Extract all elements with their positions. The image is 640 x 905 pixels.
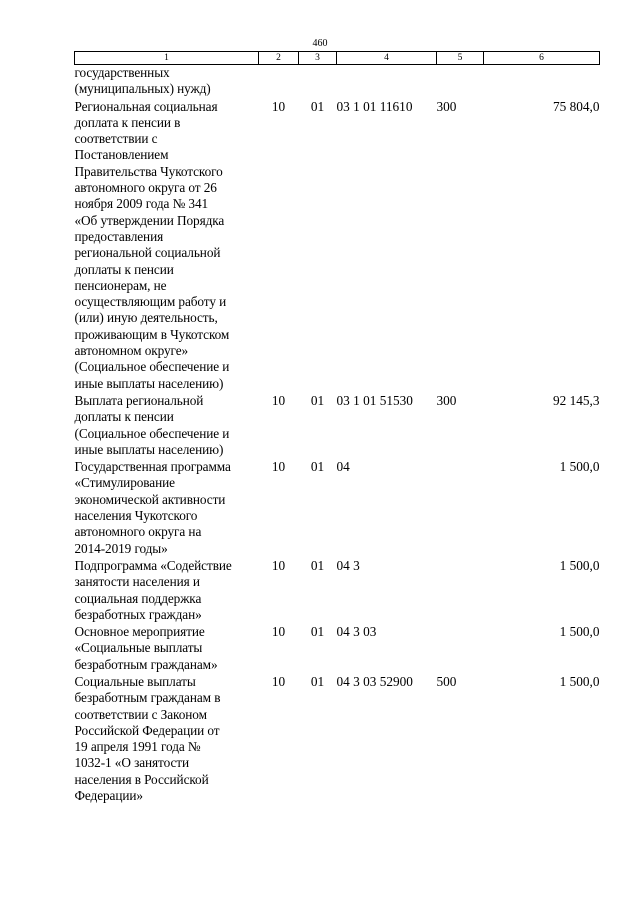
row-expense-type: 300 [436, 392, 457, 408]
header-col-6: 6 [484, 52, 600, 65]
row-amount: 1 500,0 [559, 459, 600, 475]
header-col-4: 4 [337, 52, 437, 65]
row-amount: 1 500,0 [559, 624, 600, 640]
row-expense-type [437, 557, 484, 623]
row-subsection: 01 [310, 557, 325, 573]
row-target-code [337, 65, 437, 98]
row-amount: 92 145,3 [552, 392, 600, 408]
row-name: Основное мероприятие «Социальные выплаты безработным гражданам» [74, 624, 218, 672]
header-row [75, 52, 600, 65]
row-amount: 1 500,0 [559, 673, 600, 689]
row-expense-type: 500 [436, 673, 457, 689]
row-name: Выплата региональной доплаты к пенсии (Социальное обеспечение и иные выплаты населению) [74, 392, 230, 457]
row-section: 10 [271, 392, 286, 408]
header-col-1: 1 [75, 52, 259, 65]
header-col-2: 2 [259, 52, 299, 65]
row-subsection [299, 65, 337, 98]
header-col-5: 5 [437, 52, 484, 65]
row-expense-type [437, 458, 484, 557]
row-name: государственных (муниципальных) нужд) [74, 65, 211, 97]
table-row [75, 673, 600, 804]
row-target-code: 04 [336, 459, 350, 475]
row-subsection: 01 [310, 98, 325, 114]
row-section [259, 65, 299, 98]
row-section: 10 [271, 98, 286, 114]
budget-table [74, 51, 600, 804]
row-target-code: 04 3 03 52900 [336, 673, 413, 689]
header-col-3: 3 [299, 52, 337, 65]
row-amount: 1 500,0 [559, 557, 600, 573]
row-section: 10 [271, 557, 286, 573]
row-name: Региональная социальная доплата к пенсии в соответствии с Постановлением Правительства Чукотского автономного округа от 26 ноября 2009 года № 341 «Об утверждении Порядка предоставления региональной социальной доплаты к пенсии пенсионерам, не осуществляющим работу и (или) иную деятельность, проживающим в Чукотском автономном округе» (Социальное обеспечение и иные выплаты населению) [74, 98, 230, 391]
row-section: 10 [271, 673, 286, 689]
table-body [75, 65, 600, 805]
row-name: Подпрограмма «Содействие занятости населения и социальная поддержка безработных граждан» [74, 557, 232, 622]
row-target-code: 04 3 [336, 557, 360, 573]
row-expense-type: 300 [436, 98, 457, 114]
row-target-code: 03 1 01 11610 [336, 98, 413, 114]
table-row [75, 557, 600, 623]
row-expense-type [437, 65, 484, 98]
row-subsection: 01 [310, 624, 325, 640]
row-section: 10 [271, 624, 286, 640]
row-amount: 75 804,0 [552, 98, 600, 114]
page-number: 460 [312, 38, 328, 49]
row-amount [484, 65, 600, 98]
row-expense-type [437, 623, 484, 673]
row-subsection: 01 [310, 459, 325, 475]
table-header [75, 52, 600, 65]
row-name: Государственная программа «Стимулирование экономической активности населения Чукотского автономного округа на 2014-2019 годы» [74, 459, 231, 556]
table-row [75, 65, 600, 98]
row-target-code: 03 1 01 51530 [336, 392, 413, 408]
table-row [75, 392, 600, 458]
row-section: 10 [271, 459, 286, 475]
row-subsection: 01 [310, 392, 325, 408]
row-subsection: 01 [310, 673, 325, 689]
row-name: Социальные выплаты безработным гражданам в соответствии с Законом Российской Федерации от 19 апреля 1991 года № 1032-1 «О занятости населения в Российской Федерации» [74, 673, 221, 804]
table-row [75, 623, 600, 673]
table-row [75, 98, 600, 392]
row-target-code: 04 3 03 [336, 624, 377, 640]
table-row [75, 458, 600, 557]
